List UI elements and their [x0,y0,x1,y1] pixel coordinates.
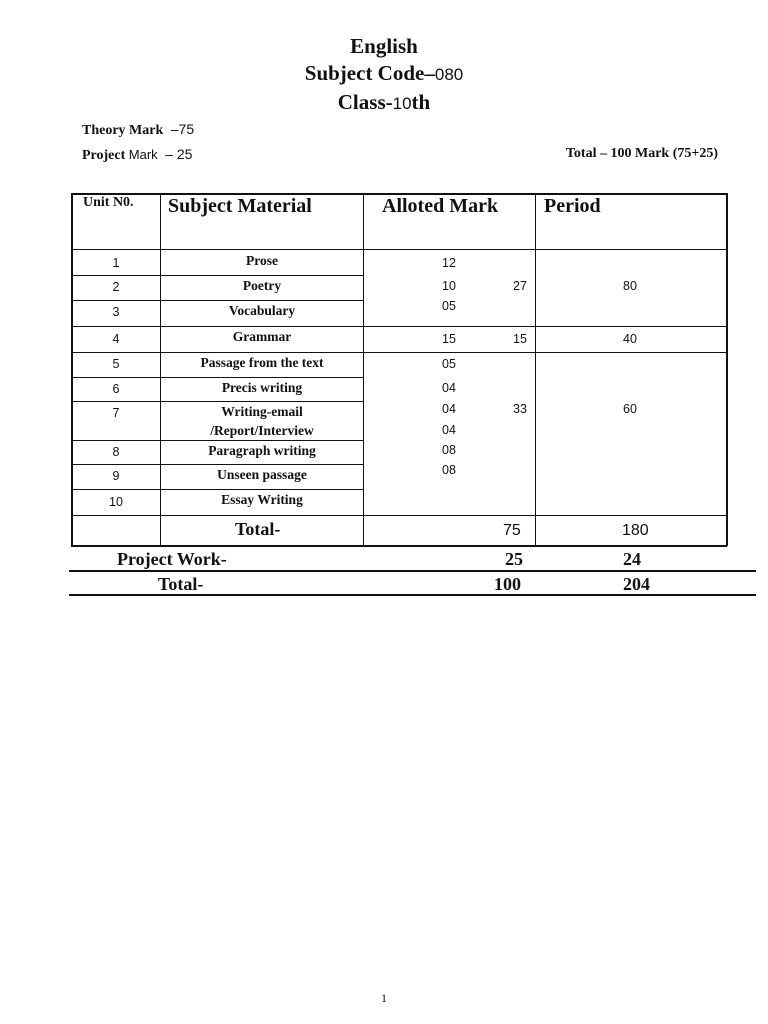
alloted-mark: 04 [442,423,456,437]
grand-total-mark: 100 [494,574,521,594]
subject-material: Unseen passage [217,467,307,482]
theory-mark-label: Theory Mark [82,123,164,138]
grand-total-label: Total- [158,574,204,594]
alloted-mark: 10 [442,279,456,293]
project-mark-value: – 25 [165,146,193,162]
column-header-period: Period [544,195,601,217]
total-mark-summary: Total – 100 Mark (75+25) [565,146,718,161]
alloted-mark: 04 [442,402,456,416]
subject-material: Grammar [232,329,292,344]
project-work-label: Project Work- [117,549,227,569]
class-line [0,90,768,115]
table-total-mark: 75 [503,522,521,539]
subject-material: Precis writing [221,380,303,395]
subject-code-label: Subject Code [304,61,425,85]
subject-material: Paragraph writing [208,443,316,458]
unit-number: 6 [112,382,120,396]
table-total-label: Total- [235,519,281,539]
group-subtotal: 15 [513,332,527,346]
project-mark-label-1: Project [82,148,126,163]
class-label: Class- [337,90,393,114]
table-total-period: 180 [622,522,649,539]
subject-material: Vocabulary [228,303,296,318]
alloted-mark: 05 [442,357,456,371]
group-subtotal: 33 [513,402,527,416]
column-header-alloted-mark: Alloted Mark [382,195,499,217]
group-subtotal: 27 [513,279,527,293]
unit-number: 4 [112,332,120,346]
alloted-mark: 08 [442,443,456,457]
theory-mark-line [82,121,194,139]
class-value: 10 [392,94,412,113]
unit-number: 5 [112,357,120,371]
unit-number: 9 [112,469,120,483]
alloted-mark: 04 [442,381,456,395]
period-value: 40 [623,332,637,346]
alloted-mark: 12 [442,256,456,270]
unit-number: 2 [112,280,120,294]
project-mark-label-2: Mark [128,147,158,162]
page-number: 1 [381,991,387,1005]
column-header-subject-material: Subject Material [168,195,312,217]
unit-number: 7 [112,406,120,420]
subject-material-continued: /Report/Interview [210,423,314,438]
alloted-mark: 15 [442,332,456,346]
subject-material: Writing-email [221,404,303,419]
grand-total-period: 204 [623,574,650,594]
project-work-period: 24 [623,549,641,569]
project-mark-line [82,146,192,164]
unit-number: 1 [112,256,120,270]
subject-code-dash: – [424,61,435,85]
unit-number: 3 [112,305,120,319]
period-value: 60 [623,402,637,416]
subject-code-value: 080 [434,65,464,84]
subject-material: Prose [246,253,278,268]
subject-material: Passage from the text [200,355,324,370]
period-value: 80 [623,279,637,293]
alloted-mark: 05 [442,299,456,313]
unit-number: 10 [109,495,123,509]
alloted-mark: 08 [442,463,456,477]
column-header-unit: Unit N0. [83,195,134,210]
class-suffix: th [411,90,431,114]
theory-mark-value: –75 [170,121,195,137]
subject-title: English [350,34,418,58]
project-work-mark: 25 [505,549,523,569]
subject-code-line [0,61,768,86]
subject-material: Essay Writing [221,492,303,507]
subject-material: Poetry [242,278,282,293]
unit-number: 8 [112,445,120,459]
